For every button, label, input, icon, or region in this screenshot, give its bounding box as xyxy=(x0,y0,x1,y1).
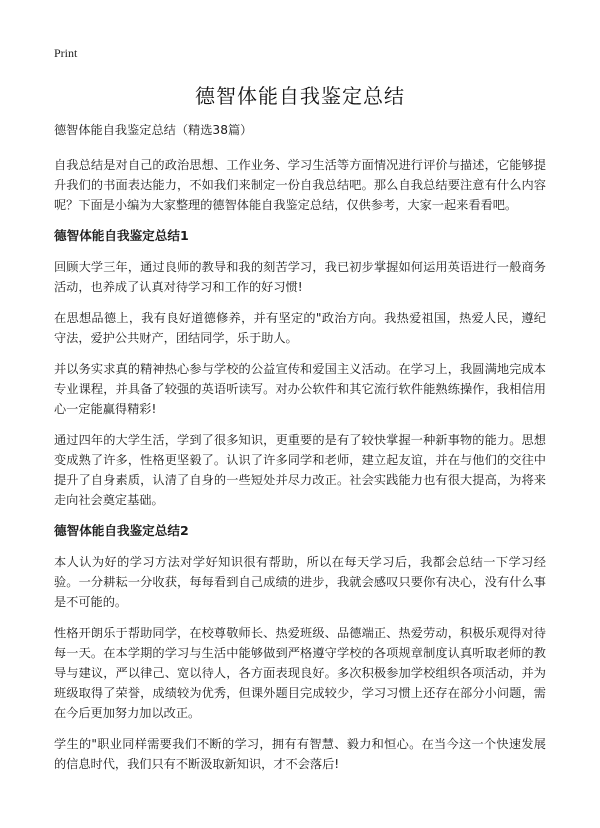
section-heading: 德智体能自我鉴定总结2 xyxy=(54,523,189,538)
section-paragraph: 通过四年的大学生活，学到了很多知识，更重要的是有了较快掌握一种新事物的能力。思想变成熟了许多，性格更坚毅了。认识了许多同学和老师，建立起友谊，并在与他们的交往中提升了自身素质，认清了自身的一些短处并尽力改正。社会实践能力也有很大提高，为将来走向社会奠定基础。 xyxy=(54,433,546,507)
section-paragraph: 在思想品德上，我有良好道德修养，并有坚定的"政治方向。我热爱祖国，热爱人民，遵纪守法，爱护公共财产，团结同学，乐于助人。 xyxy=(54,311,546,345)
document-subtitle: 德智体能自我鉴定总结（精选38篇） xyxy=(54,123,253,137)
section-paragraph: 学生的"职业同样需要我们不断的学习，拥有有智慧、毅力和恒心。在当今这一个快速发展的信息时代，我们只有不断汲取新知识，才不会落后! xyxy=(54,737,546,771)
section-paragraph: 并以务实求真的精神热心参与学校的公益宣传和爱国主义活动。在学习上，我圆满地完成本专业课程，并具备了较强的英语听读写。对办公软件和其它流行软件能熟练操作，我相信用心一定能赢得精彩! xyxy=(54,362,546,416)
section-heading: 德智体能自我鉴定总结1 xyxy=(54,228,189,243)
document-title: 德智体能自我鉴定总结 xyxy=(195,84,405,108)
section-paragraph: 回顾大学三年，通过良师的教导和我的刻苦学习，我已初步掌握如何运用英语进行一般商务活动，也养成了认真对待学习和工作的好习惯! xyxy=(54,260,546,294)
print-link[interactable]: Print xyxy=(54,46,78,60)
document-body xyxy=(54,120,546,785)
intro-paragraph: 自我总结是对自己的政治思想、工作业务、学习生活等方面情况进行评价与描述，它能够提升我们的书面表达能力，不如我们来制定一份自我总结吧。那么自我总结要注意有什么内容呢？下面是小编为大家整理的德智体能自我鉴定总结，仅供参考，大家一起来看看吧。 xyxy=(54,158,546,212)
section-paragraph: 本人认为好的学习方法对学好知识很有帮助，所以在每天学习后，我都会总结一下学习经验。一分耕耘一分收获，每每看到自己成绩的进步，我就会感叹只要你有决心，没有什么事是不可能的。 xyxy=(54,555,546,609)
section-paragraph: 性格开朗乐于帮助同学，在校尊敬师长、热爱班级、品德端正、热爱劳动，积极乐观得对待每一天。在本学期的学习与生活中能够做到严格遵守学校的各项规章制度认真听取老师的教导与建议，严以律己、宽以待人，各方面表现良好。多次积极参加学校组织各项活动，并为班级取得了荣誉，成绩较为优秀，但课外题目完成较少，学习习惯上还存在部分小问题，需在今后更加努力加以改正。 xyxy=(54,626,546,720)
